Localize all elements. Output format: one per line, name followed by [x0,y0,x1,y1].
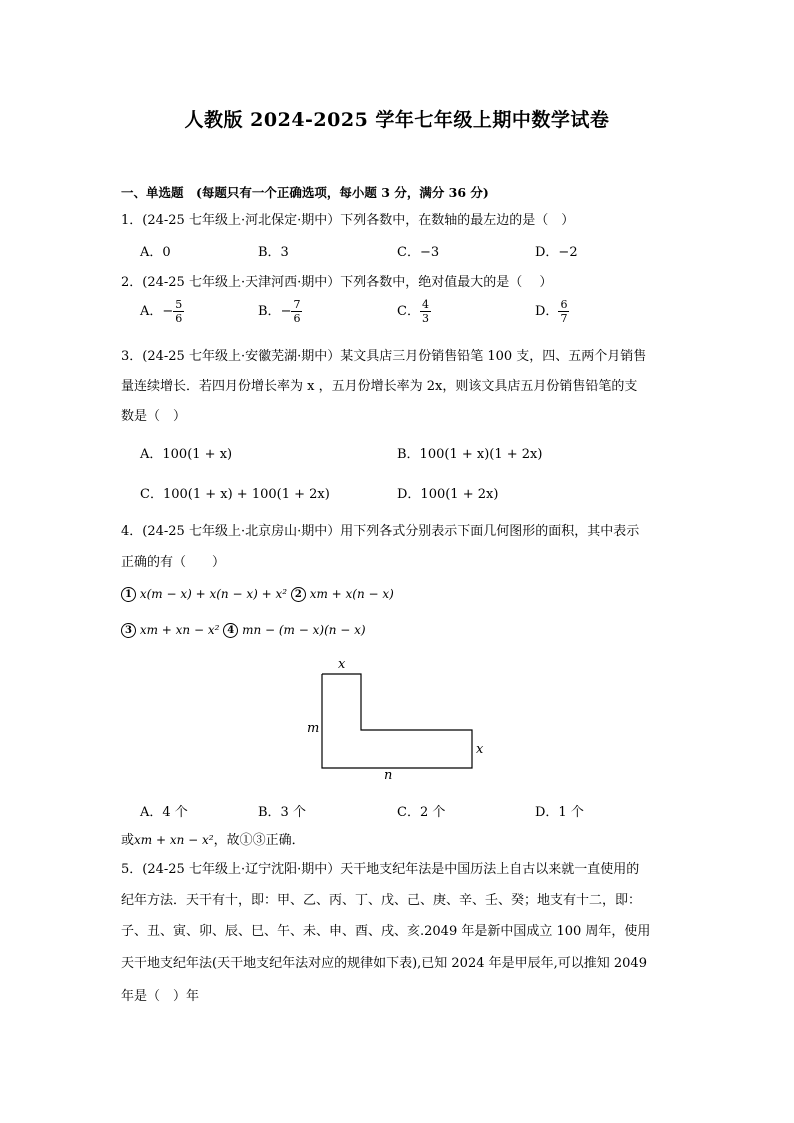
denominator: 6 [293,312,301,325]
numerator: 4 [421,298,429,311]
question-4-option-d: D．1 个 [535,805,584,820]
expression-2: xm + x(n − x) [309,587,394,601]
question-1-option-c: C．−3 [397,245,440,260]
question-5-line-5: 年是（ ）年 [121,989,200,1004]
question-4-option-c: C．2 个 [397,805,446,820]
option-label: B． [258,304,281,319]
question-2-option-b [258,298,302,325]
question-5-line-3: 子、丑、寅、卯、辰、巳、午、未、申、酉、戌、亥.2049 年是新中国成立 100 周年，使用 [121,924,651,939]
question-3-line-1: 3．(24-25 七年级上·安徽芜湖·期中）某文具店三月份销售铅笔 100 支，四、五两个月销售 [121,349,647,364]
label-top-x: x [338,657,346,672]
numerator: 7 [293,298,301,311]
sign: − [280,304,292,319]
l-shape-outline [322,674,472,768]
question-4-expressions-row-2 [121,623,366,638]
question-3-line-3: 数是（ ） [121,409,187,424]
note-expression: xm + xn − x² [134,833,214,847]
option-label: C． [397,304,420,319]
question-1-option-a: A．0 [140,245,171,260]
sign: − [162,304,174,319]
label-bottom-n: n [384,768,393,782]
label-left-m: m [307,721,320,736]
question-1-option-d: D．−2 [535,245,578,260]
label-right-x: x [476,742,484,757]
question-3-option-a: A．100(1 + x) [140,447,233,462]
question-5-line-4: 天干地支纪年法(天干地支纪年法对应的规律如下表),已知 2024 年是甲辰年,可以推知 2049 [121,956,647,971]
question-2-option-d [535,298,569,325]
fraction [420,298,431,325]
question-4-option-b: B．3 个 [258,805,306,820]
question-2-option-a [140,298,184,325]
note-suffix: ，故①③正确． [213,833,305,848]
question-3-line-2: 量连续增长．若四月份增长率为 x ，五月份增长率为 2x，则该文具店五月份销售铅笔的支 [121,379,638,394]
question-1-stem: 1．(24-25 七年级上·河北保定·期中）下列各数中，在数轴的最左边的是（ ） [121,213,575,228]
circled-number: 4 [223,623,238,638]
option-label: A． [140,304,163,319]
expression-4: mn − (m − x)(n − x) [242,623,366,637]
circled-number: 3 [121,623,136,638]
expression-3: xm + xn − x² [139,623,220,637]
circled-number: 1 [121,587,136,602]
numerator: 5 [175,298,183,311]
circled-number: 2 [291,587,306,602]
page-title: 人教版 2024-2025 学年七年级上期中数学试卷 [184,109,610,131]
denominator: 7 [560,312,568,325]
denominator: 3 [421,312,429,325]
question-4-note [121,829,305,848]
question-4-expressions-row-1 [121,587,394,602]
question-2-option-c [397,298,431,325]
question-2-stem: 2．(24-25 七年级上·天津河西·期中）下列各数中，绝对值最大的是（ ） [121,275,553,290]
l-shape-figure [300,652,500,782]
question-4-line-2: 正确的有（ ） [121,555,226,570]
question-5-line-1: 5．(24-25 七年级上·辽宁沈阳·期中）天干地支纪年法是中国历法上自古以来就一直使用的 [121,862,640,877]
expression-1: x(m − x) + x(n − x) + x² [139,587,288,601]
fraction [558,298,569,325]
question-3-option-c: C．100(1 + x) + 100(1 + 2x) [140,487,330,502]
question-1-option-b: B．3 [258,245,289,260]
question-3-option-d: D．100(1 + 2x) [397,487,499,502]
numerator: 6 [560,298,568,311]
question-4-line-1: 4．(24-25 七年级上·北京房山·期中）用下列各式分别表示下面几何图形的面积，其中表示 [121,524,640,539]
question-5-line-2: 纪年方法．天干有十，即：甲、乙、丙、丁、戊、己、庚、辛、壬、癸；地支有十二，即： [121,893,642,908]
section-header: 一、单选题 (每题只有一个正确选项，每小题 3 分，满分 36 分) [121,185,489,200]
question-3-option-b: B．100(1 + x)(1 + 2x) [397,447,543,462]
denominator: 6 [175,312,183,325]
fraction [291,298,302,325]
option-label: D． [535,304,559,319]
fraction [173,298,184,325]
note-prefix: 或 [121,833,135,848]
question-4-option-a: A．4 个 [140,805,188,820]
